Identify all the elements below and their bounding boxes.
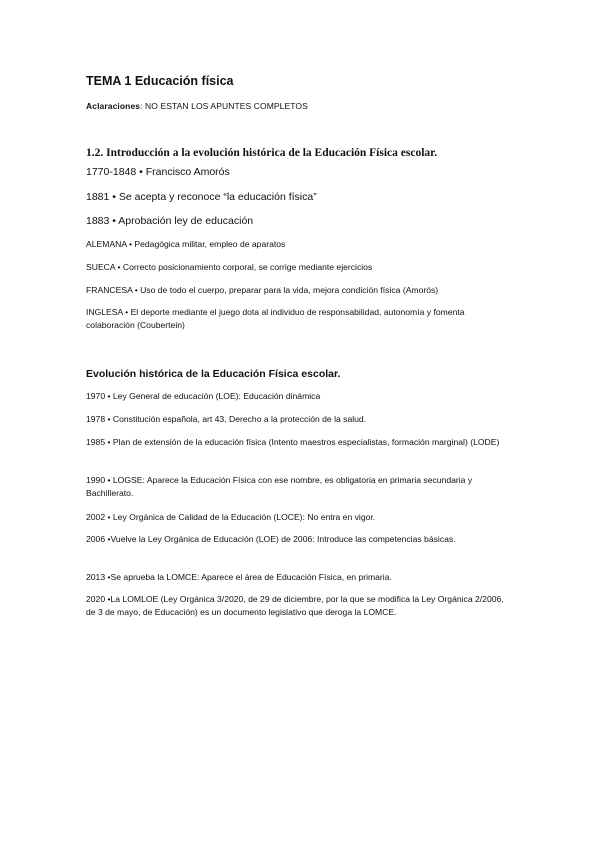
list-item: 1978 • Constitución española, art 43, Derecho a la protección de la salud.	[86, 414, 367, 424]
list-item: 1881 • Se acepta y reconoce “la educación física”	[86, 191, 317, 203]
list-item: 1985 • Plan de extensión de la educación física (Intento maestros especialistas, formación marginal) (LODE)	[86, 437, 500, 447]
list-item: 2013 •Se aprueba la LOMCE: Aparece el área de Educación Física, en primaria.	[86, 572, 392, 582]
list-item: 2020 •La LOMLOE (Ley Orgánica 3/2020, de 29 de diciembre, por la que se modifica la Ley Orgánica 2/2006, de 3 de mayo, de Educación) es un documento legislativo que deroga la LOMCE.	[86, 594, 504, 617]
document-title: TEMA 1 Educación física	[86, 74, 234, 88]
aclaraciones-text: : NO ESTAN LOS APUNTES COMPLETOS	[140, 101, 308, 111]
section-heading-evolucion: Evolución histórica de la Educación Física escolar.	[86, 368, 341, 380]
list-item: ALEMANA • Pedagógica militar, empleo de aparatos	[86, 239, 286, 249]
list-item: 1883 • Aprobación ley de educación	[86, 215, 254, 227]
list-item: 1770-1848 • Francisco Amorós	[86, 166, 230, 178]
list-item: FRANCESA • Uso de todo el cuerpo, preparar para la vida, mejora condición física (Amorós)	[86, 285, 439, 295]
list-item: 1970 • Ley General de educación (LOE): Educación dinámica	[86, 391, 321, 401]
list-item: INGLESA • El deporte mediante el juego dota al individuo de responsabilidad, autonomía y fomenta colaboración (Coubertein)	[86, 307, 465, 330]
list-item: 1990 • LOGSE: Aparece la Educación Física con ese nombre, es obligatoria en primaria secundaria y Bachillerato.	[86, 475, 473, 498]
list-item: 2006 •Vuelve la Ley Orgánica de Educación (LOE) de 2006: Introduce las competencias básicas.	[86, 534, 456, 544]
list-item: SUECA • Correcto posicionamiento corporal, se corrige mediante ejercicios	[86, 262, 373, 272]
section-heading-introduccion: 1.2. Introducción a la evolución histórica de la Educación Física escolar.	[86, 147, 438, 159]
aclaraciones-note	[86, 100, 511, 113]
list-item: 2002 • Ley Orgánica de Calidad de la Educación (LOCE): No entra en vigor.	[86, 512, 376, 522]
aclaraciones-label: Aclaraciones	[86, 101, 141, 111]
